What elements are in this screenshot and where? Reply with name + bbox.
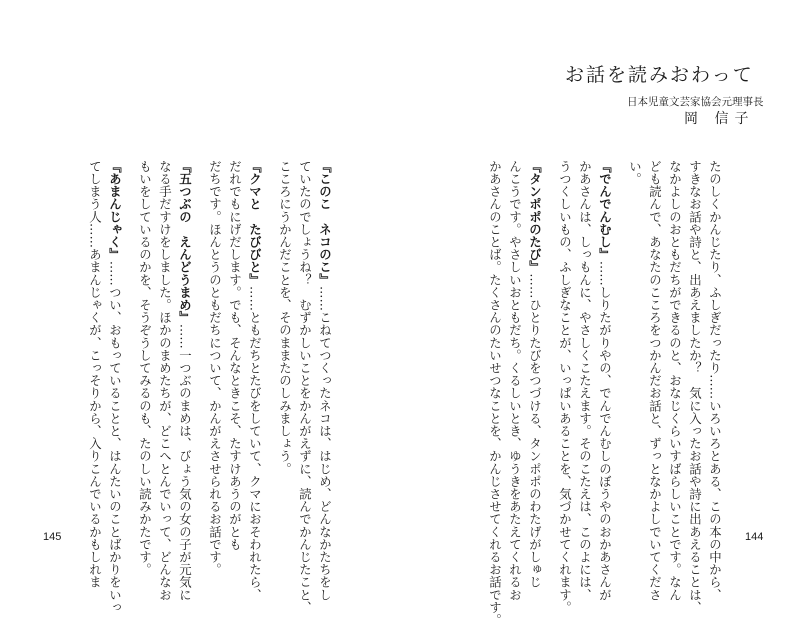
story-title-label: 『クマと たびびと』 bbox=[247, 160, 263, 286]
body-column: 『このこ ネコのこ』……こねてつくったネコは、はじめ、どんなかたちをし bbox=[317, 160, 333, 601]
story-title-label: 『五つぶの えんどうまめ』 bbox=[177, 160, 193, 324]
page-number-right: 144 bbox=[745, 531, 764, 543]
essay-heading: お話を読みおわって bbox=[565, 64, 754, 86]
body-column: んこうです。やさしいおともだち。くるしいとき、ゆうきをあたえてくれるお bbox=[507, 160, 523, 601]
body-column: ていたのでしょうね？ むずかしいことをかんがえずに、読んでかんじたこと、 bbox=[297, 160, 313, 614]
body-column: 『タンポポのたび』……ひとりたびをつづける、タンポポのわたげがしゅじ bbox=[527, 160, 543, 589]
left-page bbox=[0, 0, 400, 567]
body-column: い。 bbox=[627, 160, 643, 186]
body-column: だれでもにげだします。でも、そんなときこそ、たすけあうのがとも bbox=[227, 160, 243, 551]
body-column: こころにうかんだことを、そのままたのしみましょう。 bbox=[277, 160, 293, 475]
body-column: てしまう人……あまんじゃくが、こっそりから、入りこんでいるかもしれま bbox=[87, 160, 103, 589]
body-column: うつくしいもの、ふしぎなことが、いっぱいあることを、気づかせてくれます。 bbox=[557, 160, 573, 614]
body-column: 『あまんじゃく』……つい、おもっていることと、はんたいのことばかりをいっ bbox=[107, 160, 123, 614]
body-column: かあさんは、しっもんに、やさしくこたえます。そのこたえは、このよには、 bbox=[577, 160, 593, 601]
story-title-label: 『でんでんむし』 bbox=[597, 160, 613, 261]
body-column: 『クマと たびびと』……ともだちとたびをしていて、クマにおそわれたら、 bbox=[247, 160, 263, 601]
story-title-label: 『このこ ネコのこ』 bbox=[317, 160, 333, 286]
body-column: 『でんでんむし』……しりたがりやの、でんでんむしのぼうやのおかあさんが bbox=[597, 160, 613, 601]
author-name: 岡 信子 bbox=[684, 111, 755, 127]
author-affiliation: 日本児童文芸家協会元理事長 bbox=[627, 96, 764, 108]
body-column: もいをしているのかを、そうぞうしてみるのも、たのしい読みかたです。 bbox=[137, 160, 153, 576]
page-number-left: 145 bbox=[43, 531, 62, 543]
body-column: かあさんのことば。たくさんのたいせつなことを、かんじさせてくれるお話です。 bbox=[487, 160, 503, 626]
story-title-label: 『タンポポのたび』 bbox=[527, 160, 543, 274]
story-title-label: 『あまんじゃく』 bbox=[107, 160, 123, 261]
body-column: 『五つぶの えんどうまめ』……一つぶのまめは、びょう気の女の子が元気に bbox=[177, 160, 193, 601]
body-column: なかよしのおともだちができるのと、おなじくらいすばらしいことです。なん bbox=[667, 160, 683, 601]
body-column: すきなお話や詩と、出あえましたか？ 気に入ったお話や詩に出あえることは、 bbox=[687, 160, 703, 614]
body-column: たのしくかんじたり、ふしぎだったり……いろいろとある、この本の中から、 bbox=[707, 160, 723, 601]
body-column: ども読んで、あなたのこころをつかんだお話と、ずっとなかよしでいてくださ bbox=[647, 160, 663, 601]
body-column: だちです。ほんとうのともだちについて、かんがえさせられるお話です。 bbox=[207, 160, 223, 576]
body-column: なる手だすけをしました。ほかのまめたちが、どこへとんでいって、どんなお bbox=[157, 160, 173, 601]
